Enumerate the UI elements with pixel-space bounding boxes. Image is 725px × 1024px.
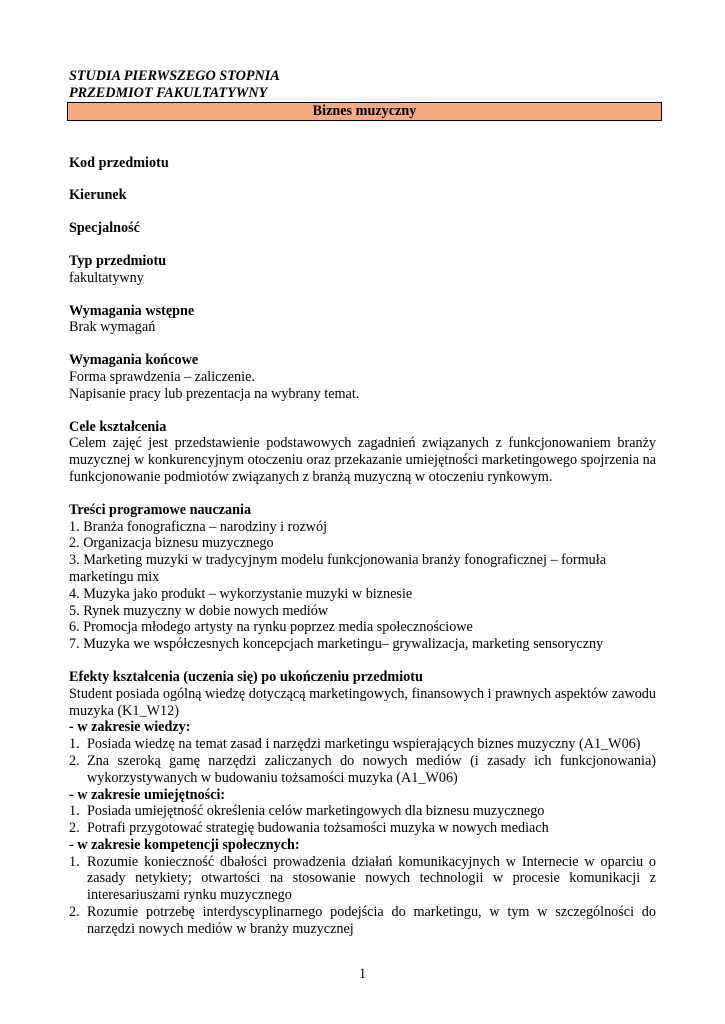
typ-value: fakultatywny xyxy=(69,269,144,286)
specjalnosc-label: Specjalność xyxy=(69,220,140,237)
wymagania-wstepne-section xyxy=(69,303,656,337)
page-number: 1 xyxy=(358,966,367,982)
umiejetnosci-label: - w zakresie umiejętności: xyxy=(69,786,226,803)
item-number: 2. xyxy=(69,752,80,769)
document-page xyxy=(69,68,656,938)
course-type-heading: PRZEDMIOT FAKULTATYWNY xyxy=(69,84,268,101)
kierunek-label: Kierunek xyxy=(69,187,127,204)
umiejetnosci-item xyxy=(69,820,656,837)
efekty-section xyxy=(69,669,656,938)
tresci-item: 3. Marketing muzyki w tradycyjnym modelu funkcjonowania branży fonograficznej – formuła marketingu mix xyxy=(69,552,606,585)
kod-label: Kod przedmiotu xyxy=(69,154,169,171)
kompetencje-label: - w zakresie kompetencji społecznych: xyxy=(69,836,300,853)
item-text: Posiada wiedzę na temat zasad i narzędzi marketingu wspierających biznes muzyczny (A1_W06) xyxy=(87,736,641,753)
item-text: Potrafi przygotować strategię budowania tożsamości muzyka w nowych mediach xyxy=(87,820,549,837)
wiedza-item xyxy=(69,736,656,753)
cele-label: Cele kształcenia xyxy=(69,418,167,435)
typ-label: Typ przedmiotu xyxy=(69,252,167,269)
subject-title-bar: Biznes muzyczny xyxy=(67,102,662,121)
kod-section xyxy=(69,155,656,172)
efekty-intro: Student posiada ogólną wiedzę dotyczącą marketingowych, finansowych i prawnych aspektów zawodu muzyka (K1_W12) xyxy=(69,685,656,719)
wymagania-koncowe-label: Wymagania końcowe xyxy=(69,352,199,369)
wymagania-wstepne-value: Brak wymagań xyxy=(69,319,156,336)
umiejetnosci-item xyxy=(69,803,656,820)
tresci-item: 5. Rynek muzyczny w dobie nowych mediów xyxy=(69,602,329,619)
item-number: 1. xyxy=(69,736,80,753)
item-number: 2. xyxy=(69,820,80,837)
tresci-item: 6. Promocja młodego artysty na rynku poprzez media społecznościowe xyxy=(69,619,473,636)
tresci-label: Treści programowe nauczania xyxy=(69,501,252,518)
item-text: Posiada umiejętność określenia celów marketingowych dla biznesu muzycznego xyxy=(87,803,545,820)
item-text: Rozumie potrzebę interdyscyplinarnego podejścia do marketingu, w tym w szczególności do narzędzi nowych mediów w branży muzycznej xyxy=(87,904,656,937)
tresci-item: 4. Muzyka jako produkt – wykorzystanie muzyki w biznesie xyxy=(69,585,413,602)
typ-section xyxy=(69,253,656,287)
item-text: Zna szeroką gamę narzędzi zaliczanych do nowych mediów (i zasady ich funkcjonowania) wykorzystywanych w budowaniu tożsamości muzyka (A1_W06) xyxy=(87,752,656,786)
tresci-item: 2. Organizacja biznesu muzycznego xyxy=(69,535,274,552)
item-text: Rozumie konieczność dbałości prowadzenia działań komunikacyjnych w Internecie w oparciu o zasady netykiety; otwartości na stosowanie nowych technologii w procesie komunikacji z interesariuszami rynku muzycznego xyxy=(87,853,656,904)
tresci-item: 1. Branża fonograficzna – narodziny i rozwój xyxy=(69,518,328,535)
tresci-item: 7. Muzyka we współczesnych koncepcjach marketingu– grywalizacja, marketing sensoryczny xyxy=(69,636,604,653)
kierunek-section xyxy=(69,187,656,204)
kompetencje-item xyxy=(69,854,656,904)
tresci-section xyxy=(69,502,656,653)
item-number: 1. xyxy=(69,853,80,870)
wiedza-label: - w zakresie wiedzy: xyxy=(69,719,191,736)
wymagania-koncowe-line: Napisanie pracy lub prezentacja na wybrany temat. xyxy=(69,385,360,402)
wymagania-koncowe-line: Forma sprawdzenia – zaliczenie. xyxy=(69,368,255,385)
wiedza-item xyxy=(69,753,656,787)
wymagania-wstepne-label: Wymagania wstępne xyxy=(69,302,195,319)
item-number: 2. xyxy=(69,904,80,921)
cele-section xyxy=(69,419,656,486)
efekty-label: Efekty kształcenia (uczenia się) po ukończeniu przedmiotu xyxy=(69,668,423,685)
specjalnosc-section xyxy=(69,220,656,237)
wymagania-koncowe-section xyxy=(69,352,656,402)
kompetencje-item xyxy=(69,904,656,938)
cele-text: Celem zajęć jest przedstawienie podstawowych zagadnień związanych z funkcjonowaniem branży muzycznej w konkurencyjnym otoczeniu oraz przekazanie umiejętności marketingowego spojrzenia na funkcjonowanie podmiotów związanych z branżą muzyczną w otoczeniu rynkowym. xyxy=(69,435,656,485)
study-level-heading: STUDIA PIERWSZEGO STOPNIA xyxy=(69,68,280,84)
item-number: 1. xyxy=(69,803,80,820)
